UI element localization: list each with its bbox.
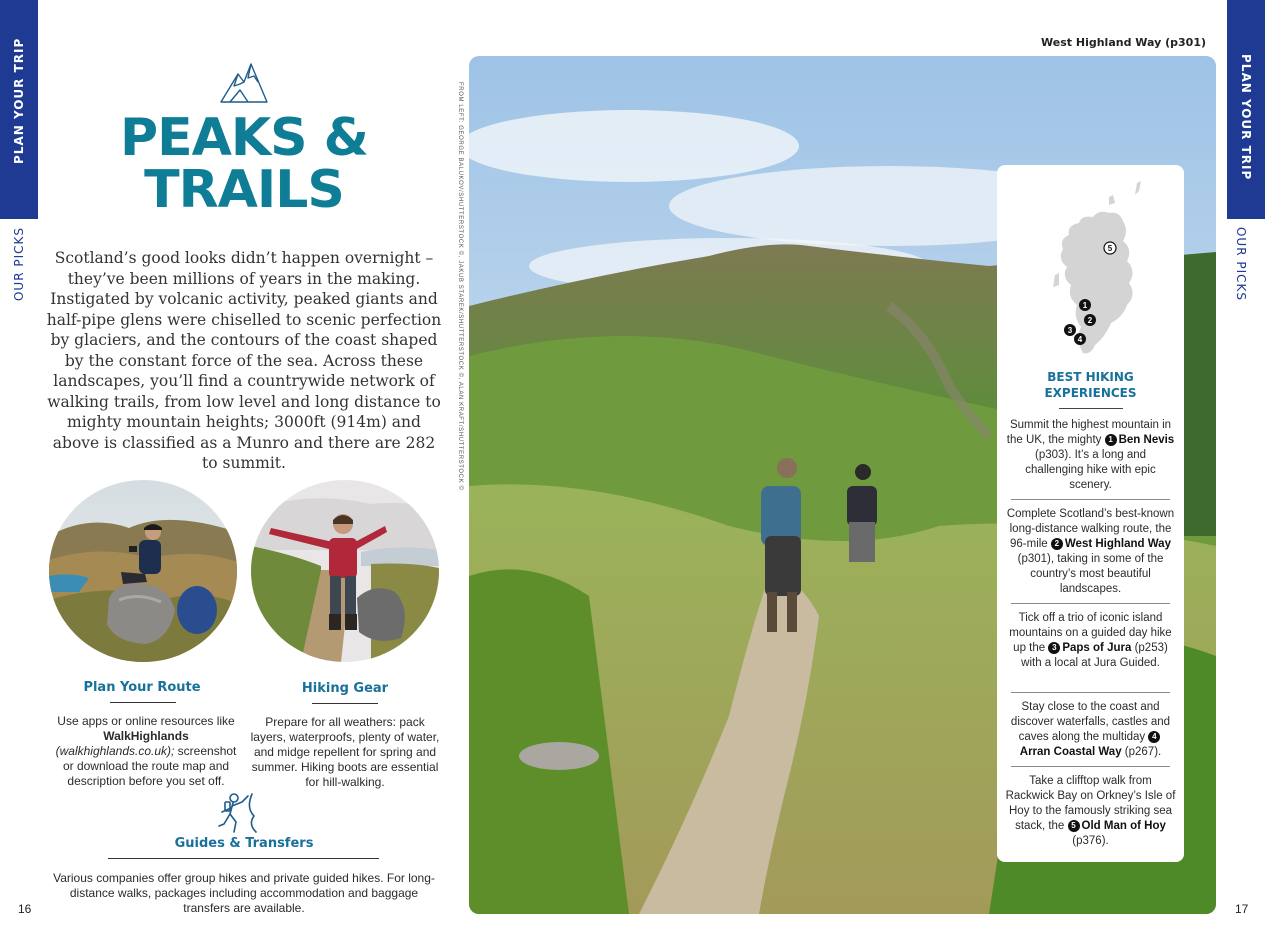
hike-1-intro: Summit the highest mountain in the UK, the mighty [1006, 419, 1172, 446]
plan-route-text-b: screenshot or download the route map and description before you set off. [62, 744, 237, 788]
plan-your-trip-tab-left [0, 0, 38, 219]
hike-5-name: Old Man of Hoy [1081, 820, 1166, 832]
photo-credit-text: FROM LEFT: GEORGE BALUKOV/SHUTTERSTOCK ©, JAKUB STAREK/SHUTTERSTOCK ©, ALAN KRAFT/SHUTTERSTOCK © [457, 82, 463, 491]
plan-route-text-a: Use apps or online resources like [57, 714, 235, 728]
plan-your-route-heading: Plan Your Route [83, 680, 201, 695]
hiker-arms-raised-photo [251, 480, 439, 662]
panel-divider [1011, 766, 1170, 767]
guides-transfers-rule [108, 858, 379, 859]
plan-your-trip-tab-right [1227, 0, 1265, 219]
best-hiking-heading [1007, 369, 1174, 401]
hike-2-name: West Highland Way [1064, 538, 1171, 550]
hike-item-west-highland-way [1005, 507, 1176, 597]
tab-label-right: PLAN YOUR TRIP [1239, 54, 1253, 181]
best-hiking-heading-line-2: EXPERIENCES [1044, 386, 1137, 400]
hike-item-paps-of-jura [1005, 611, 1176, 671]
mountain-icon [218, 60, 270, 104]
cross-reference: West Highland Way (p301) [1041, 36, 1206, 49]
map-marker-1: 1 [1082, 301, 1088, 310]
hike-5-number: 5 [1068, 820, 1080, 832]
page-number-left: 16 [18, 902, 32, 916]
best-hiking-panel [997, 165, 1184, 862]
panel-divider [1011, 499, 1170, 500]
hiker-resting-photo [49, 480, 237, 662]
hike-item-ben-nevis [1005, 418, 1176, 493]
hike-4-intro: Stay close to the coast and discover waterfalls, castles and caves along the multiday [1010, 701, 1171, 743]
panel-divider [1011, 692, 1170, 693]
panel-divider [1011, 603, 1170, 604]
hike-3-intro: Tick off a trio of iconic island mountains on a guided day hike up the [1009, 612, 1172, 654]
hike-1-detail: (p303). It’s a long and challenging hike with epic scenery. [1025, 449, 1156, 491]
best-hiking-heading-line-1: BEST HIKING [1047, 370, 1134, 384]
guides-transfers-heading: Guides & Transfers [174, 836, 314, 851]
climber-icon [216, 792, 260, 834]
plan-your-route-rule [110, 702, 176, 703]
hike-3-detail: (p253) with a local at Jura Guided. [1021, 642, 1168, 669]
hiking-gear-rule [312, 703, 378, 704]
photo-credit [455, 82, 465, 491]
hike-4-number: 4 [1148, 731, 1160, 743]
map-marker-2: 2 [1087, 316, 1093, 325]
hike-4-name: Arran Coastal Way [1019, 746, 1122, 758]
hike-2-detail: (p301), taking in some of the country’s most beautiful landscapes. [1017, 553, 1164, 595]
section-label-left: OUR PICKS [12, 226, 26, 302]
hike-item-old-man-of-hoy [1005, 774, 1176, 849]
hike-5-intro: Take a clifftop walk from Rackwick Bay on Orkney’s Isle of Hoy to the famously striking sea stack, the [1005, 775, 1176, 832]
map-marker-3: 3 [1067, 326, 1073, 335]
hike-2-intro: Complete Scotland’s best-known long-distance walking route, the 96-mile [1006, 508, 1175, 550]
hike-3-number: 3 [1048, 642, 1060, 654]
hike-5-detail: (p376). [1072, 835, 1109, 847]
hiking-gear-text: Prepare for all weathers: pack layers, waterproofs, plenty of water, and midge repellent for spring and summer. Hiking boots are essential for hill-walking. [250, 715, 440, 789]
walkhighlands-name: WalkHighlands [103, 729, 189, 743]
walkhighlands-url: (walkhighlands.co.uk); [55, 744, 175, 758]
title-line-2: TRAILS [144, 160, 344, 220]
hike-2-number: 2 [1051, 538, 1063, 550]
tab-label-left: PLAN YOUR TRIP [12, 37, 26, 164]
hike-4-detail: (p267). [1121, 746, 1162, 758]
hike-1-name: Ben Nevis [1118, 434, 1175, 446]
guides-transfers-text: Various companies offer group hikes and private guided hikes. For long-distance walks, packages including accommodation and baggage transfers are available. [53, 871, 435, 915]
map-marker-5: 5 [1107, 244, 1113, 253]
hiking-gear-heading: Hiking Gear [301, 681, 389, 696]
panel-heading-rule [1059, 408, 1123, 409]
page-title [80, 108, 408, 220]
scotland-map [1037, 177, 1149, 363]
plan-your-route-text [50, 714, 242, 789]
hike-1-number: 1 [1105, 434, 1117, 446]
intro-paragraph: Scotland’s good looks didn’t happen overnight – they’ve been millions of years in the making. Instigated by volcanic activity, peaked giants and half-pipe glens were chiselled to scenic perfection by glaciers, and the contours of the coast shaped by the constant force of the sea. Across these landscapes, you’ll find a countrywide network of walking trails, from low level and long distance to mighty mountain heights; 3000ft (914m) and above is classified as a Munro and there are 282 to summit. [46, 249, 442, 472]
title-line-1: PEAKS & [119, 108, 369, 168]
section-label-right: OUR PICKS [1234, 226, 1248, 302]
map-marker-4: 4 [1077, 335, 1083, 344]
hike-item-arran-coastal-way [1005, 700, 1176, 760]
hike-3-name: Paps of Jura [1062, 642, 1132, 654]
page-number-right: 17 [1235, 902, 1249, 916]
